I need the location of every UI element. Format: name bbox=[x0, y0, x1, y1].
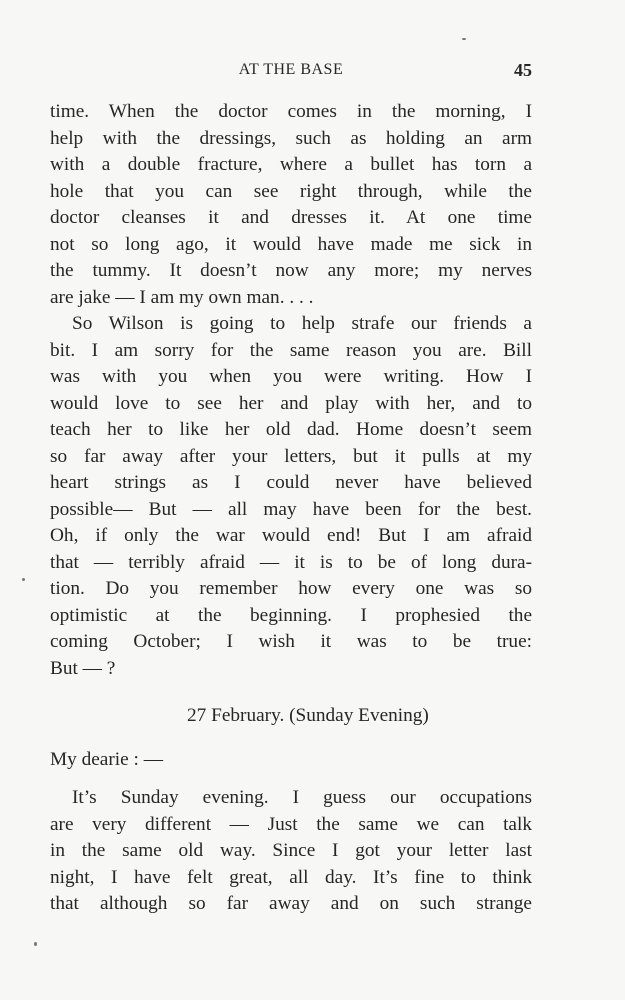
text-line: with a double fracture, where a bullet has torn a bbox=[50, 154, 532, 175]
text-line: are very different — Just the same we can talk bbox=[50, 813, 532, 835]
text-line: optimistic at the beginning. I prophesied the bbox=[50, 604, 532, 626]
letter-dateline: 27 February. (Sunday Evening) bbox=[187, 705, 429, 726]
running-title: AT THE BASE bbox=[238, 61, 344, 78]
text-line: not so long ago, it would have made me sick in bbox=[50, 233, 532, 255]
text-line: are jake — I am my own man. . . . bbox=[50, 286, 314, 308]
text-line: night, I have felt great, all day. It’s fine to think bbox=[50, 866, 532, 888]
text-line: the tummy. It doesn’t now any more; my nerves bbox=[50, 260, 532, 281]
text-line: was with you when you were writing. How I bbox=[50, 366, 532, 387]
text-line: would love to see her and play with her, and to bbox=[50, 392, 532, 414]
page-number: 45 bbox=[514, 60, 532, 80]
text-line: doctor cleanses it and dresses it. At one time bbox=[50, 207, 532, 228]
text-line: so far away after your letters, but it pulls at my bbox=[50, 445, 532, 467]
text-line: in the same old way. Since I got your letter last bbox=[50, 840, 532, 861]
text-line: Oh, if only the war would end! But I am afraid bbox=[50, 525, 532, 546]
ink-speck bbox=[22, 578, 25, 581]
text-line: time. When the doctor comes in the morning, I bbox=[50, 101, 532, 122]
text-line: hole that you can see right through, while the bbox=[50, 180, 532, 202]
text-line: heart strings as I could never have believed bbox=[50, 472, 532, 493]
ink-speck bbox=[34, 942, 37, 946]
letter-salutation: My dearie : — bbox=[50, 748, 163, 770]
text-line: tion. Do you remember how every one was so bbox=[50, 578, 532, 599]
text-line: But — ? bbox=[50, 657, 116, 679]
text-line: So Wilson is going to help strafe our friends a bbox=[72, 313, 532, 334]
page-header bbox=[50, 58, 532, 84]
text-line: possible— But — all may have been for the best. bbox=[50, 498, 532, 520]
text-line: teach her to like her old dad. Home doesn’t seem bbox=[50, 419, 532, 440]
paragraph-2 bbox=[50, 311, 532, 682]
text-line: coming October; I wish it was to be true: bbox=[50, 631, 532, 652]
text-line: It’s Sunday evening. I guess our occupations bbox=[72, 787, 532, 808]
ink-speck bbox=[462, 38, 466, 40]
text-line: that although so far away and on such strange bbox=[50, 893, 532, 914]
text-line: bit. I am sorry for the same reason you are. Bill bbox=[50, 339, 532, 361]
body-text bbox=[50, 99, 532, 918]
paragraph-3 bbox=[50, 785, 532, 918]
paragraph-1 bbox=[50, 99, 532, 311]
text-line: help with the dressings, such as holding an arm bbox=[50, 127, 532, 149]
text-line: that — terribly afraid — it is to be of long dura- bbox=[50, 551, 532, 573]
